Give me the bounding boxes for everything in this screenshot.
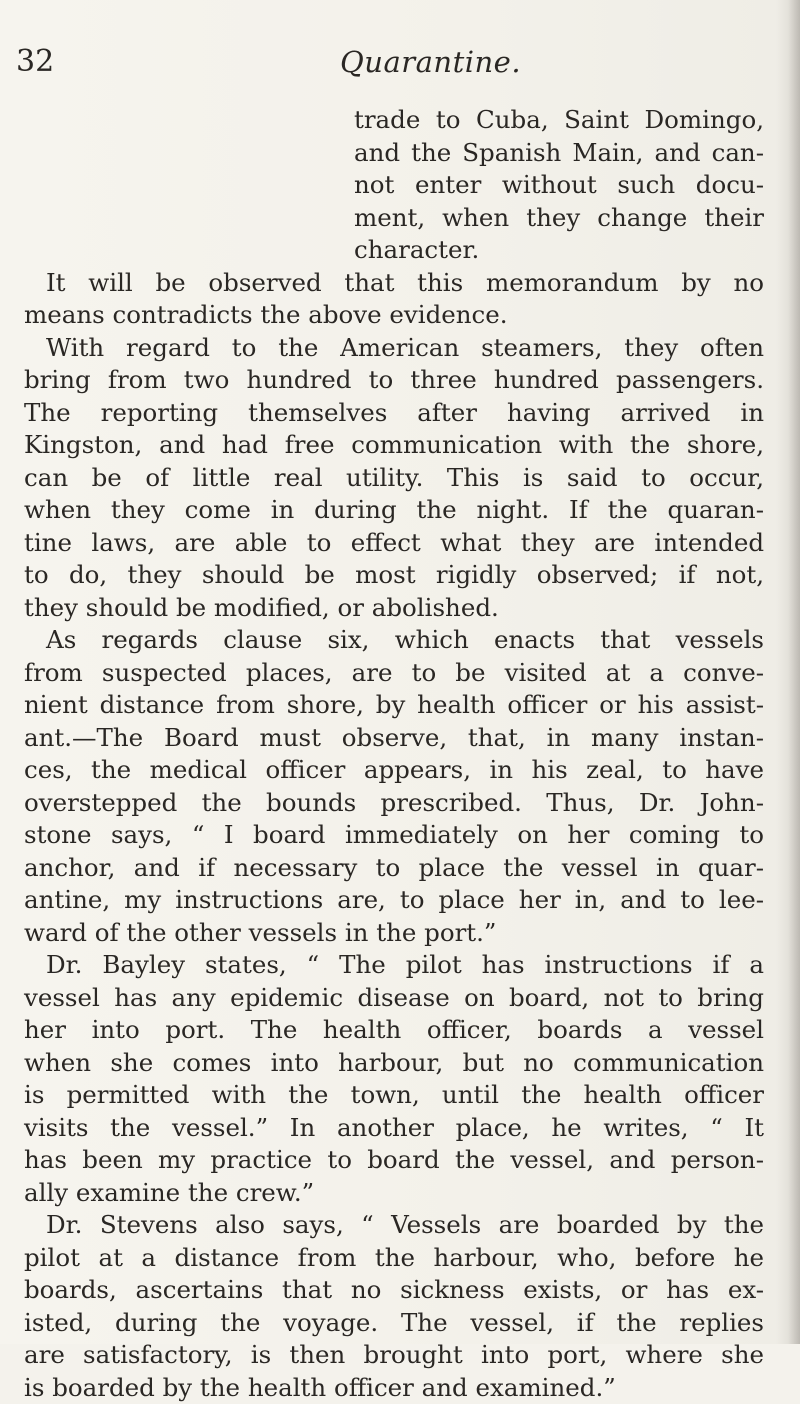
page-number: 32 [16,42,54,82]
text-line: ces, the medical officer appears, in his zeal, to have [24,754,764,787]
text-line: pilot at a distance from the harbour, who, before he [24,1242,764,1275]
text-line: As regards clause six, which enacts that vessels [24,624,764,657]
text-line: The reporting themselves after having arrived in [24,397,764,430]
page-edge-shadow [788,0,800,1344]
text-line: antine, my instructions are, to place her in, and to lee- [24,884,764,917]
text-line: means contradicts the above evidence. [24,299,764,332]
text-line: to do, they should be most rigidly observed; if not, [24,559,764,592]
text-line: It will be observed that this memorandum by no [24,267,764,300]
text-line: trade to Cuba, Saint Domingo, [354,104,764,137]
text-line: Kingston, and had free communication with the shore, [24,429,764,462]
text-line: overstepped the bounds prescribed. Thus, Dr. John- [24,787,764,820]
text-line: vessel has any epidemic disease on board, not to bring [24,982,764,1015]
text-line: Dr. Stevens also says, “ Vessels are boarded by the [24,1209,764,1242]
text-line: tine laws, are able to effect what they are intended [24,527,764,560]
text-line: ward of the other vessels in the port.” [24,917,764,950]
running-title: Quarantine. [340,42,521,82]
text-line: ant.—The Board must observe, that, in many instan- [24,722,764,755]
text-line: when they come in during the night. If the quaran- [24,494,764,527]
text-line: and the Spanish Main, and can- [354,137,764,170]
text-line: bring from two hundred to three hundred passengers. [24,364,764,397]
text-line: not enter without such docu- [354,169,764,202]
text-line: when she comes into harbour, but no communication [24,1047,764,1080]
text-line: stone says, “ I board immediately on her coming to [24,819,764,852]
running-head [0,42,800,82]
text-line: are satisfactory, is then brought into port, where she [24,1339,764,1372]
text-line: With regard to the American steamers, they often [24,332,764,365]
text-line: nient distance from shore, by health officer or his assist- [24,689,764,722]
text-line: has been my practice to board the vessel, and person- [24,1144,764,1177]
text-line: ment, when they change their [354,202,764,235]
body-text [24,104,764,1404]
text-line: can be of little real utility. This is said to occur, [24,462,764,495]
text-line: they should be modified, or abolished. [24,592,764,625]
text-line: character. [354,234,764,267]
text-line: isted, during the voyage. The vessel, if the replies [24,1307,764,1340]
text-line: is permitted with the town, until the health officer [24,1079,764,1112]
text-line: her into port. The health officer, boards a vessel [24,1014,764,1047]
text-line: anchor, and if necessary to place the vessel in quar- [24,852,764,885]
text-line: ally examine the crew.” [24,1177,764,1210]
text-line: boards, ascertains that no sickness exists, or has ex- [24,1274,764,1307]
text-line: from suspected places, are to be visited at a conve- [24,657,764,690]
text-line: is boarded by the health officer and examined.” [24,1372,764,1404]
text-line: visits the vessel.” In another place, he writes, “ It [24,1112,764,1145]
text-line: Dr. Bayley states, “ The pilot has instructions if a [24,949,764,982]
